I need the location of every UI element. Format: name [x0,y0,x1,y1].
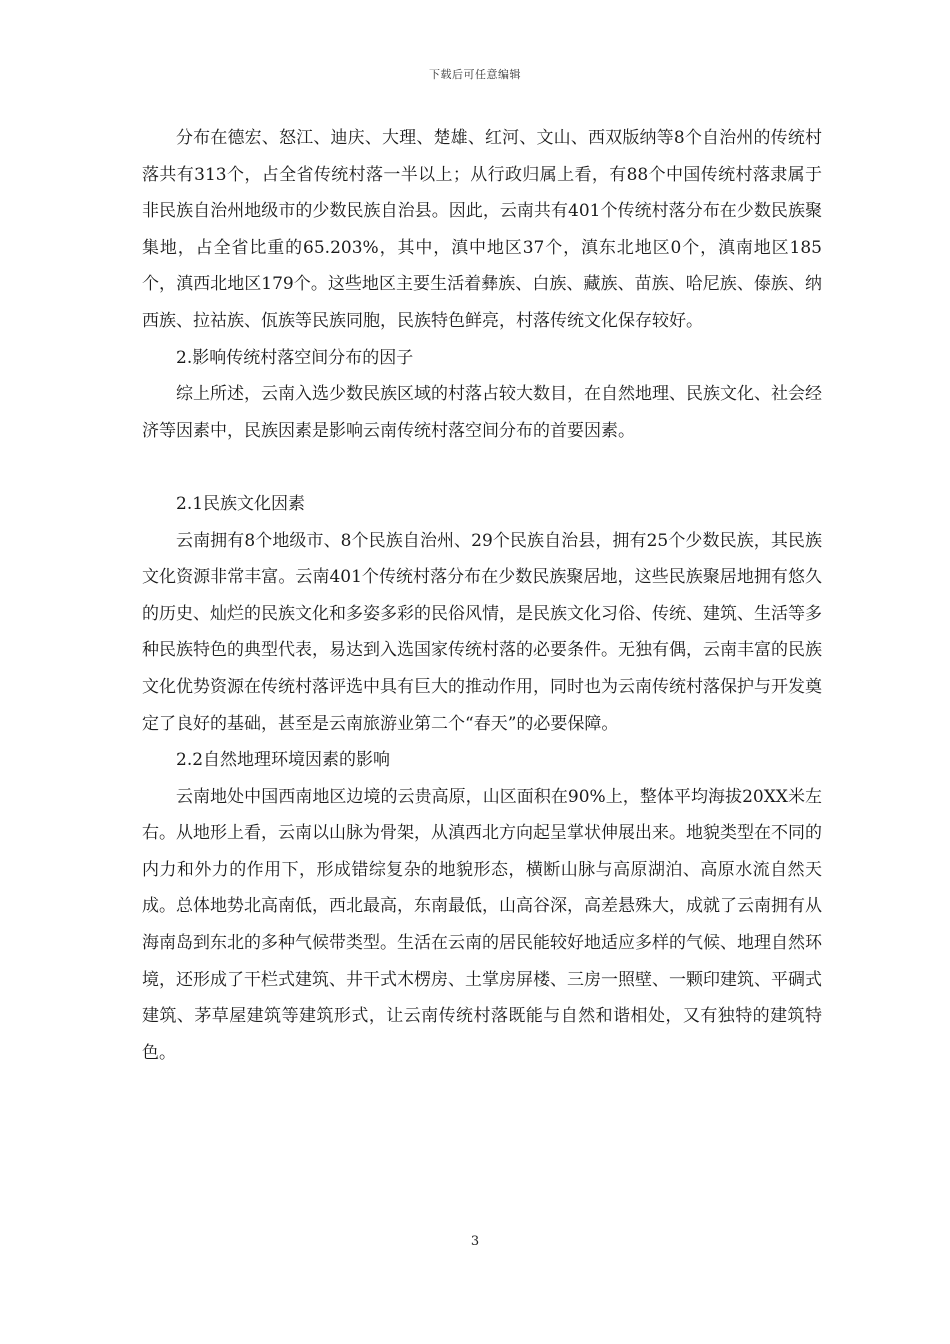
paragraph-ethnic-distribution: 分布在德宏、怒江、迪庆、大理、楚雄、红河、文山、西双版纳等8个自治州的传统村落共有313个，占全省传统村落一半以上；从行政归属上看，有88个中国传统村落隶属于非民族自治州地级市的少数民族自治县。因此，云南共有401个传统村落分布在少数民族聚集地，占全省比重的65.203%，其中，滇中地区37个，滇东北地区0个，滇南地区185个，滇西北地区179个。这些地区主要生活着彝族、白族、藏族、苗族、哈尼族、傣族、纳西族、拉祜族、佤族等民族同胞，民族特色鲜亮，村落传统文化保存较好。 [142,128,822,331]
heading-section-2-1: 2.1民族文化因素 [176,493,306,514]
document-body [142,120,822,1071]
paragraph-ethnic-culture: 云南拥有8个地级市、8个民族自治州、29个民族自治县，拥有25个少数民族，其民族文化资源非常丰富。云南401个传统村落分布在少数民族聚居地，这些民族聚居地拥有悠久的历史、灿烂的民族文化和多姿多彩的民俗风情，是民族文化习俗、传统、建筑、生活等多种民族特色的典型代表，易达到入选国家传统村落的必要条件。无独有偶，云南丰富的民族文化优势资源在传统村落评选中具有巨大的推动作用，同时也为云南传统村落保护与开发奠定了良好的基础，甚至是云南旅游业第二个“春天”的必要保障。 [142,530,822,734]
heading-section-2-2: 2.2自然地理环境因素的影响 [176,750,391,771]
heading-section-2: 2.影响传统村落空间分布的因子 [176,347,414,368]
paragraph-summary: 综上所述，云南入选少数民族区域的村落占较大数目，在自然地理、民族文化、社会经济等因素中，民族因素是影响云南传统村落空间分布的首要因素。 [142,384,822,441]
download-note: 下载后可任意编辑 [429,68,521,81]
page-number: 3 [470,1234,480,1249]
paragraph-natural-geography: 云南地处中国西南地区边境的云贵高原，山区面积在90%上，整体平均海拔20XX米左右。从地形上看，云南以山脉为骨架，从滇西北方向起呈掌状伸展出来。地貌类型在不同的内力和外力的作用下，形成错综复杂的地貌形态，横断山脉与高原湖泊、高原水流自然天成。总体地势北高南低，西北最高，东南最低，山高谷深，高差悬殊大，成就了云南拥有从海南岛到东北的多种气候带类型。生活在云南的居民能较好地适应多样的气候、地理自然环境，还形成了干栏式建筑、井干式木楞房、土掌房屏楼、三房一照壁、一颗印建筑、平碉式建筑、茅草屋建筑等建筑形式，让云南传统村落既能与自然和谐相处，又有独特的建筑特色。 [142,786,822,1063]
blank-line [142,449,822,486]
